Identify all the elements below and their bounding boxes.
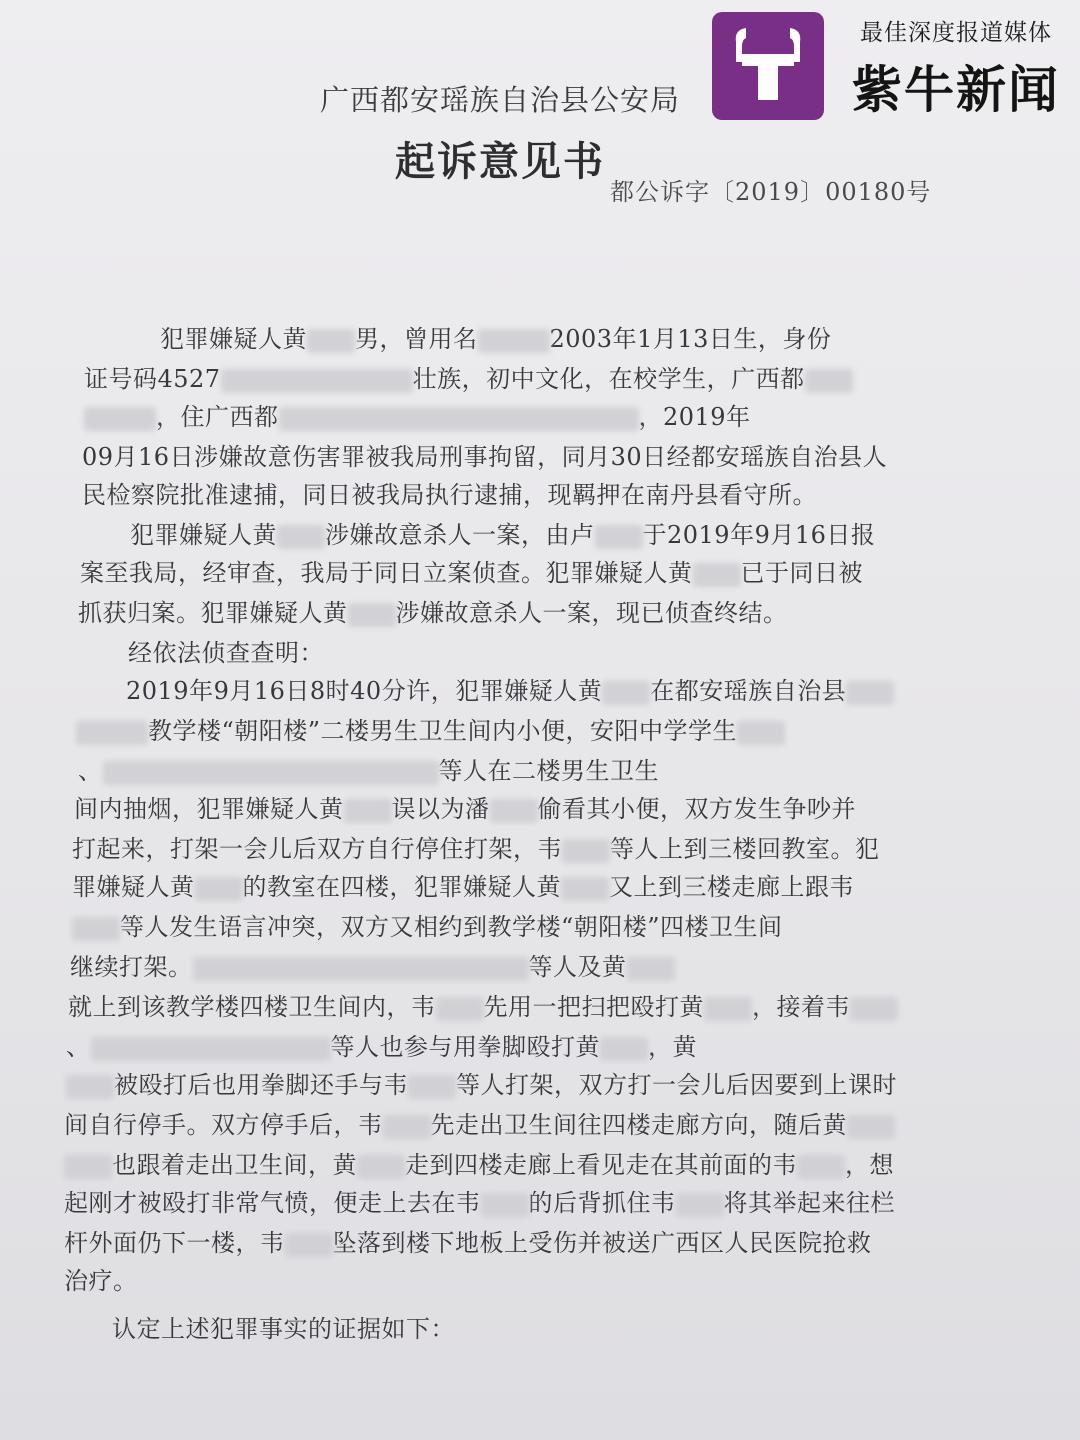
redacted-text [383, 1115, 431, 1139]
redacted-text [357, 1155, 405, 1179]
body-line: 罪嫌疑人黄 的教室在四楼，犯罪嫌疑人黄 又上到三楼走廊上跟韦 [72, 873, 854, 901]
redacted-text [64, 1155, 112, 1179]
body-line: 09月16日涉嫌故意伤害罪被我局刑事拘留，同月30日经都安瑶族自治县人 [82, 443, 888, 471]
body-line: 打起来，打架一会儿后双方自行停住打架，韦 等人上到三楼回教室。犯 [72, 835, 880, 863]
redacted-text [408, 1075, 456, 1099]
issuing-agency: 广西都安瑶族自治县公安局 [320, 83, 681, 117]
body-line: 认定上述犯罪事实的证据如下： [112, 1315, 455, 1343]
body-line: 也跟着走出卫生间，黄 走到四楼走廊上看见走在其前面的韦 ，想 [64, 1148, 1000, 1182]
body-line: 案至我局，经审查，我局于同日立案侦查。犯罪嫌疑人黄 已于同日被 [80, 559, 863, 587]
redacted-text [847, 1115, 895, 1139]
redacted-text [850, 997, 898, 1021]
body-line: 治疗。 [64, 1267, 138, 1295]
redacted-text [737, 721, 785, 745]
body-line: 犯罪嫌疑人黄 男，曾用名 2003年1月13日生，身份 [160, 325, 832, 353]
brand-logo [712, 12, 824, 120]
redacted-text [84, 407, 156, 431]
body-line: 起刚才被殴打非常气愤，便走上去在韦 的后背抓住韦 将其举起来往栏 [64, 1189, 895, 1217]
redacted-text [805, 369, 853, 393]
redacted-text [676, 1193, 724, 1217]
brand-name: 紫牛新闻 [852, 61, 1060, 119]
redacted-text [103, 761, 439, 785]
redacted-text [693, 563, 741, 587]
redacted-text [279, 407, 639, 431]
body-line: 、 等人也参与用拳脚殴打黄 ，黄 [66, 1033, 697, 1061]
redacted-text [307, 329, 355, 353]
body-line: 继续打架。 等人及黄 [70, 950, 1000, 984]
body-line: 间内抽烟，犯罪嫌疑人黄 误以为潘 偷看其小便，双方发生争吵并 [74, 795, 856, 823]
document-number: 都公诉字〔2019〕00180号 [610, 178, 932, 206]
body-line: 就上到该教学楼四楼卫生间内，韦 先用一把扫把殴打黄 ，接着韦 [68, 990, 1000, 1024]
body-line: 2019年9月16日8时40分许，犯罪嫌疑人黄 在都安瑶族自治县 [126, 674, 1000, 708]
redacted-text [478, 329, 550, 353]
redacted-text [72, 917, 120, 941]
bull-head-icon [712, 12, 824, 120]
body-line: 等人发生语言冲突，双方又相约到教学楼“朝阳楼”四楼卫生间 [72, 910, 1000, 944]
redacted-text [562, 839, 610, 863]
body-line: 、 等人在二楼男生卫生 [78, 757, 659, 785]
redacted-text [285, 1233, 333, 1257]
redacted-text [76, 721, 148, 745]
redacted-text [66, 1075, 114, 1099]
redacted-text [490, 799, 538, 823]
redacted-text [344, 799, 392, 823]
body-line: 证号码4527 壮族，初中文化，在校学生，广西都 [84, 362, 1000, 396]
body-line: 教学楼“朝阳楼”二楼男生卫生间内小便，安阳中学学生 [76, 714, 1000, 748]
redacted-text [846, 681, 894, 705]
body-line: 被殴打后也用拳脚还手与韦 等人打架，双方打一会儿后因要到上课时 [66, 1068, 1000, 1102]
body-line: 杆外面仍下一楼，韦 坠落到楼下地板上受伤并被送广西区人民医院抢救 [64, 1229, 872, 1257]
body-line: 经依法侦查查明： [128, 639, 324, 667]
redacted-text [600, 1037, 648, 1061]
body-line: 民检察院批准逮捕，同日被我局执行逮捕，现羁押在南丹县看守所。 [82, 481, 817, 509]
redacted-text [602, 681, 650, 705]
redacted-text [481, 1193, 529, 1217]
redacted-text [195, 877, 243, 901]
redacted-text [627, 957, 675, 981]
redacted-text [193, 957, 529, 981]
redacted-text [561, 877, 609, 901]
redacted-text [797, 1155, 845, 1179]
body-line: 犯罪嫌疑人黄 涉嫌故意杀人一案，由卢 于2019年9月16日报 [130, 521, 876, 549]
redacted-text [595, 525, 643, 549]
redacted-text [277, 525, 325, 549]
body-line: 间自行停手。双方停手后，韦 先走出卫生间往四楼走廊方向，随后黄 [64, 1108, 1000, 1142]
redacted-text [348, 603, 396, 627]
body-line: ，住广西都 ，2019年 [84, 400, 1000, 434]
redacted-text [704, 997, 752, 1021]
body-line: 抓获归案。犯罪嫌疑人黄 涉嫌故意杀人一案，现已侦查终结。 [78, 599, 788, 627]
brand-tagline: 最佳深度报道媒体 [860, 20, 1052, 46]
redacted-text [221, 369, 413, 393]
redacted-text [436, 997, 484, 1021]
document-title: 起诉意见书 [395, 138, 605, 185]
redacted-text [91, 1037, 331, 1061]
